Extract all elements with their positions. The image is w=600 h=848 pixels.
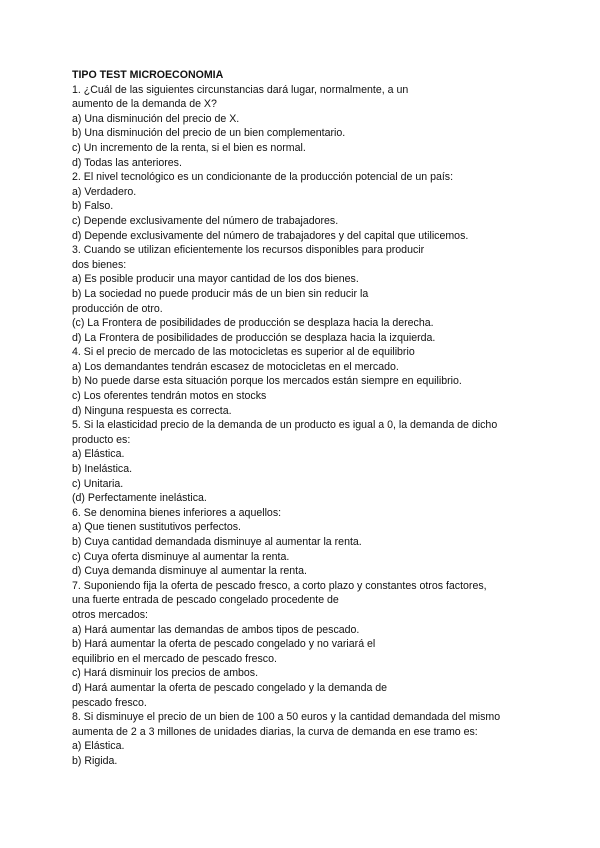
document-body <box>72 83 542 769</box>
text-line: 5. Si la elasticidad precio de la demanda de un producto es igual a 0, la demanda de dicho <box>72 419 498 432</box>
text-line: d) Ninguna respuesta es correcta. <box>72 404 232 417</box>
text-line: c) Unitaria. <box>72 477 124 490</box>
text-line: dos bienes: <box>72 258 127 271</box>
text-line: a) Elástica. <box>72 448 125 461</box>
text-line: b) Hará aumentar la oferta de pescado congelado y no variará el <box>72 638 376 651</box>
document-page <box>72 68 542 769</box>
text-line: c) Un incremento de la renta, si el bien es normal. <box>72 141 306 154</box>
text-line: 2. El nivel tecnológico es un condicionante de la producción potencial de un país: <box>72 171 454 184</box>
text-line: d) Depende exclusivamente del número de trabajadores y del capital que utilicemos. <box>72 229 469 242</box>
text-line: c) Hará disminuir los precios de ambos. <box>72 667 259 680</box>
text-line: 6. Se denomina bienes inferiores a aquellos: <box>72 506 282 519</box>
text-line: 8. Si disminuye el precio de un bien de 100 a 50 euros y la cantidad demandada del mismo <box>72 711 501 724</box>
text-line: una fuerte entrada de pescado congelado procedente de <box>72 594 339 607</box>
text-line: b) Cuya cantidad demandada disminuye al aumentar la renta. <box>72 536 362 548</box>
text-line: 3. Cuando se utilizan eficientemente los recursos disponibles para producir <box>72 244 425 257</box>
text-line: b) No puede darse esta situación porque los mercados están siempre en equilibrio. <box>72 375 462 388</box>
text-line: aumento de la demanda de X? <box>72 98 217 111</box>
text-line: c) Los oferentes tendrán motos en stocks <box>72 390 267 403</box>
text-line: a) Es posible producir una mayor cantidad de los dos bienes. <box>72 273 359 286</box>
text-line: a) Que tienen sustitutivos perfectos. <box>72 521 241 534</box>
text-line: equilibrio en el mercado de pescado fresco. <box>72 652 277 665</box>
text-line: 7. Suponiendo fija la oferta de pescado fresco, a corto plazo y constantes otros factores, <box>72 579 487 592</box>
text-line: pescado fresco. <box>72 696 147 709</box>
text-line: a) Verdadero. <box>72 185 137 198</box>
text-line: (c) La Frontera de posibilidades de producción se desplaza hacia la derecha. <box>72 317 434 330</box>
text-line: b) La sociedad no puede producir más de un bien sin reducir la <box>72 287 369 300</box>
text-line: producto es: <box>72 433 131 446</box>
text-line: a) Elástica. <box>72 740 125 753</box>
text-line: d) Todas las anteriores. <box>72 156 182 169</box>
text-line: 1. ¿Cuál de las siguientes circunstancias dará lugar, normalmente, a un <box>72 83 409 96</box>
text-line: 4. Si el precio de mercado de las motocicletas es superior al de equilibrio <box>72 346 415 359</box>
text-line: d) Hará aumentar la oferta de pescado congelado y la demanda de <box>72 681 388 694</box>
text-line: c) Cuya oferta disminuye al aumentar la renta. <box>72 550 290 563</box>
text-line: aumenta de 2 a 3 millones de unidades diarias, la curva de demanda en ese tramo es: <box>72 725 478 738</box>
text-line: d) La Frontera de posibilidades de producción se desplaza hacia la izquierda. <box>72 331 436 344</box>
text-line: a) Hará aumentar las demandas de ambos tipos de pescado. <box>72 623 360 636</box>
text-line: a) Los demandantes tendrán escasez de motocicletas en el mercado. <box>72 360 399 373</box>
text-line: a) Una disminución del precio de X. <box>72 112 240 125</box>
text-line: producción de otro. <box>72 302 163 315</box>
document-title: TIPO TEST MICROECONOMIA <box>72 69 224 81</box>
text-line: b) Rigida. <box>72 754 118 767</box>
text-line: c) Depende exclusivamente del número de trabajadores. <box>72 214 339 227</box>
text-line: (d) Perfectamente inelástica. <box>72 492 207 505</box>
text-line: b) Una disminución del precio de un bien complementario. <box>72 127 346 140</box>
text-line: otros mercados: <box>72 608 148 621</box>
text-line: d) Cuya demanda disminuye al aumentar la renta. <box>72 565 307 578</box>
text-line: b) Falso. <box>72 200 114 213</box>
text-line: b) Inelástica. <box>72 463 133 476</box>
